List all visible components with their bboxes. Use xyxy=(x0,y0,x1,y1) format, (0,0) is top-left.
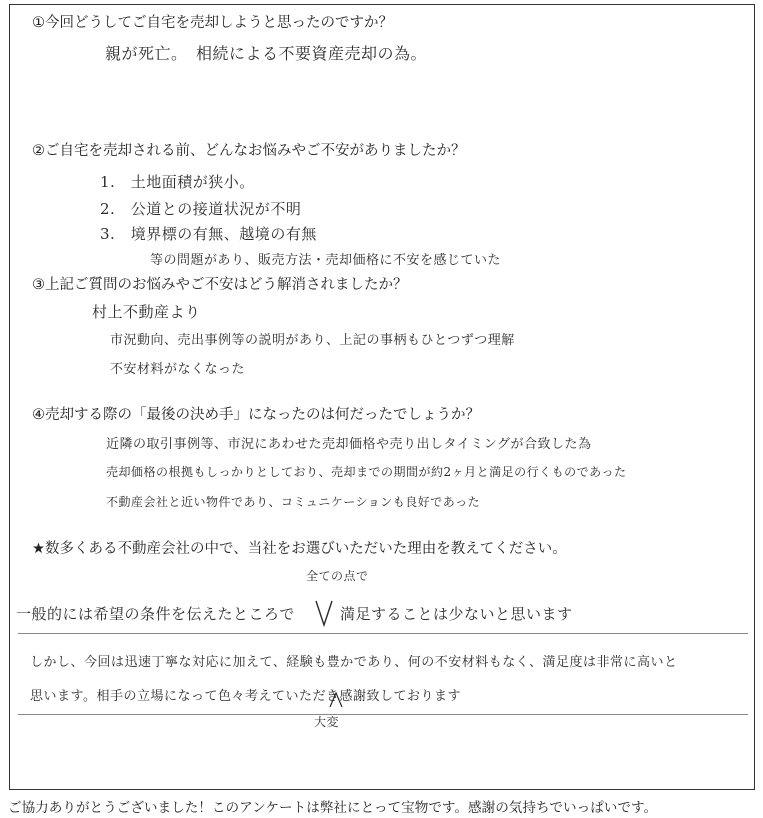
question-3: ③上記ご質問のお悩みやご不安はどう解消されましたか？ xyxy=(32,277,408,293)
answer-1: 親が死亡。 相続による不要資産売却の為。 xyxy=(105,44,428,63)
answer-2-line-1: 1. 土地面積が狭小。 xyxy=(100,173,255,191)
footer-thanks: ご協力ありがとうございました！このアンケートは弊社にとって宝物です。感謝の気持ちでいっぱいです。 xyxy=(8,800,658,816)
answer-2-line-2: 2. 公道との接道状況が不明 xyxy=(100,200,302,218)
question-1: ①今回どうしてご自宅を売却しようと思ったのですか？ xyxy=(32,15,393,31)
answer-3-line-3: 不安材料がなくなった xyxy=(110,362,246,377)
answer-5-insert-above: 全ての点で xyxy=(306,569,369,583)
answer-5-insert-below: 大変 xyxy=(314,715,340,729)
answer-2-line-4: 等の問題があり、販売方法・売却価格に不安を感じていた xyxy=(150,253,502,268)
answer-5-line-3: 思います。相手の立場になって色々考えていただき感謝致しております xyxy=(30,689,461,704)
answer-5-line-2: しかし、今回は迅速丁寧な対応に加えて、経験も豊かであり、何の不安材料もなく、満足度は非常に高いと xyxy=(30,655,678,670)
answer-line-2 xyxy=(18,714,748,715)
answer-4-line-3: 不動産会社と近い物件であり、コミュニケーションも良好であった xyxy=(106,495,481,509)
answer-3-line-1: 村上不動産より xyxy=(92,303,201,321)
answer-4-line-2: 売却価格の根拠もしっかりとしており、売却までの期間が約2ヶ月と満足の行くものであった xyxy=(106,465,627,479)
question-4: ④売却する際の「最後の決め手」になったのは何だったでしょうか？ xyxy=(32,407,480,423)
answer-2-line-3: 3. 境界標の有無、越境の有無 xyxy=(100,225,317,243)
question-2: ②ご自宅を売却される前、どんなお悩みやご不安がありましたか？ xyxy=(32,143,466,159)
answer-line-1 xyxy=(18,633,748,634)
answer-4-line-1: 近隣の取引事例等、市況にあわせた売却価格や売り出しタイミングが合致した為 xyxy=(106,437,592,452)
answer-5-line-1-end: 満足することは少ないと思います xyxy=(340,605,573,623)
question-5: ★数多くある不動産会社の中で、当社をお選びいただいた理由を教えてください。 xyxy=(32,541,567,557)
answer-5-line-1: 一般的には希望の条件を伝えたところで xyxy=(16,605,295,623)
answer-3-line-2: 市況動向、売出事例等の説明があり、上記の事柄もひとつずつ理解 xyxy=(110,333,515,348)
insertion-caret-icon xyxy=(314,599,334,627)
survey-sheet xyxy=(9,4,755,790)
insertion-caret-below-icon xyxy=(328,691,344,709)
